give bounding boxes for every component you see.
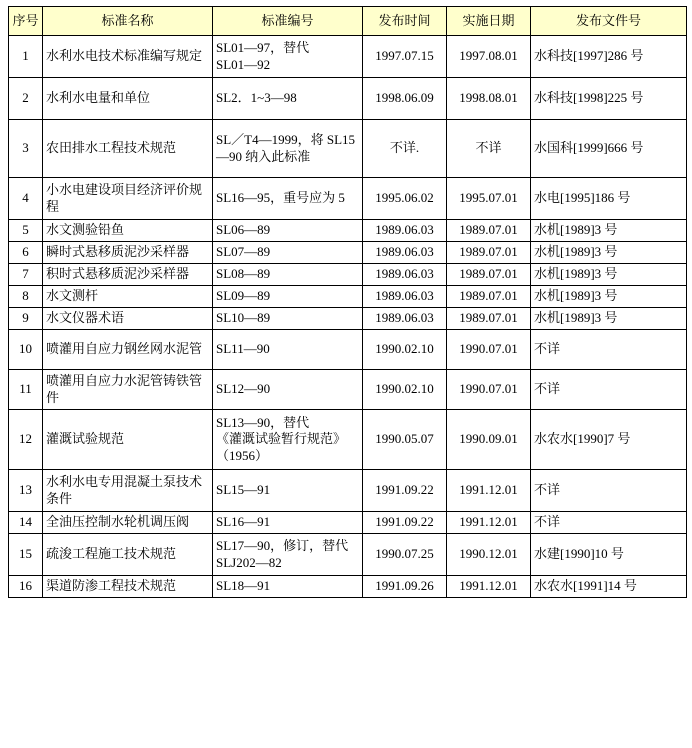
cell-code: SL08—89 — [213, 264, 363, 286]
cell-no: 14 — [9, 512, 43, 534]
column-header-name: 标准名称 — [43, 7, 213, 36]
table-row — [9, 308, 687, 330]
cell-issue-date: 1990.07.25 — [363, 534, 447, 576]
cell-doc-no: 水农水[1991]14 号 — [531, 576, 687, 598]
table-row — [9, 220, 687, 242]
cell-effect-date: 1990.07.01 — [447, 370, 531, 410]
column-header-code: 标准编号 — [213, 7, 363, 36]
cell-issue-date: 不详. — [363, 120, 447, 178]
cell-issue-date: 1990.05.07 — [363, 410, 447, 470]
cell-effect-date: 1989.07.01 — [447, 308, 531, 330]
table-row — [9, 36, 687, 78]
cell-name: 瞬时式悬移质泥沙采样器 — [43, 242, 213, 264]
table-row — [9, 534, 687, 576]
cell-name: 水文测验铅鱼 — [43, 220, 213, 242]
cell-code: SL16—95，重号应为 5 — [213, 178, 363, 220]
cell-no: 1 — [9, 36, 43, 78]
cell-effect-date: 1991.12.01 — [447, 470, 531, 512]
cell-code: SL2．1~3—98 — [213, 78, 363, 120]
cell-no: 15 — [9, 534, 43, 576]
table-body — [9, 36, 687, 598]
cell-name: 小水电建设项目经济评价规程 — [43, 178, 213, 220]
cell-issue-date: 1989.06.03 — [363, 308, 447, 330]
cell-doc-no: 不详 — [531, 470, 687, 512]
cell-doc-no: 水国科[1999]666 号 — [531, 120, 687, 178]
cell-no: 16 — [9, 576, 43, 598]
table-row — [9, 264, 687, 286]
table-row — [9, 576, 687, 598]
table-row — [9, 242, 687, 264]
cell-no: 2 — [9, 78, 43, 120]
cell-effect-date: 1989.07.01 — [447, 220, 531, 242]
cell-doc-no: 水机[1989]3 号 — [531, 242, 687, 264]
cell-name: 疏浚工程施工技术规范 — [43, 534, 213, 576]
cell-effect-date: 1991.12.01 — [447, 576, 531, 598]
cell-code: SL17—90，修订，替代 SLJ202—82 — [213, 534, 363, 576]
cell-no: 5 — [9, 220, 43, 242]
cell-name: 喷灌用自应力水泥管铸铁管件 — [43, 370, 213, 410]
cell-code: SL18—91 — [213, 576, 363, 598]
cell-doc-no: 水科技[1998]225 号 — [531, 78, 687, 120]
cell-name: 农田排水工程技术规范 — [43, 120, 213, 178]
cell-doc-no: 水电[1995]186 号 — [531, 178, 687, 220]
cell-code: SL12—90 — [213, 370, 363, 410]
cell-name: 喷灌用自应力钢丝网水泥管 — [43, 330, 213, 370]
cell-name: 水利水电技术标准编写规定 — [43, 36, 213, 78]
table-row — [9, 330, 687, 370]
cell-no: 12 — [9, 410, 43, 470]
cell-no: 7 — [9, 264, 43, 286]
cell-effect-date: 1997.08.01 — [447, 36, 531, 78]
cell-code: SL09—89 — [213, 286, 363, 308]
table-row — [9, 178, 687, 220]
cell-issue-date: 1989.06.03 — [363, 242, 447, 264]
cell-name: 水文测杆 — [43, 286, 213, 308]
table-row — [9, 470, 687, 512]
cell-no: 8 — [9, 286, 43, 308]
standards-table — [8, 6, 687, 598]
cell-doc-no: 水机[1989]3 号 — [531, 220, 687, 242]
cell-code: SL01—97，替代 SL01—92 — [213, 36, 363, 78]
column-header-doc-no: 发布文件号 — [531, 7, 687, 36]
cell-effect-date: 1995.07.01 — [447, 178, 531, 220]
cell-issue-date: 1989.06.03 — [363, 286, 447, 308]
column-header-no: 序号 — [9, 7, 43, 36]
cell-issue-date: 1990.02.10 — [363, 370, 447, 410]
cell-code: SL13—90，替代 《灌溉试验暂行规范》 （1956） — [213, 410, 363, 470]
cell-doc-no: 水机[1989]3 号 — [531, 286, 687, 308]
cell-doc-no: 水机[1989]3 号 — [531, 308, 687, 330]
column-header-issue-date: 发布时间 — [363, 7, 447, 36]
cell-code: SL15—91 — [213, 470, 363, 512]
cell-doc-no: 水建[1990]10 号 — [531, 534, 687, 576]
cell-effect-date: 1990.09.01 — [447, 410, 531, 470]
cell-doc-no: 不详 — [531, 330, 687, 370]
cell-doc-no: 不详 — [531, 370, 687, 410]
cell-effect-date: 不详 — [447, 120, 531, 178]
cell-name: 水利水电量和单位 — [43, 78, 213, 120]
cell-issue-date: 1991.09.22 — [363, 512, 447, 534]
cell-name: 全油压控制水轮机调压阀 — [43, 512, 213, 534]
cell-effect-date: 1998.08.01 — [447, 78, 531, 120]
cell-code: SL16—91 — [213, 512, 363, 534]
cell-code: SL11—90 — [213, 330, 363, 370]
cell-issue-date: 1995.06.02 — [363, 178, 447, 220]
cell-effect-date: 1989.07.01 — [447, 286, 531, 308]
cell-name: 渠道防渗工程技术规范 — [43, 576, 213, 598]
cell-code: SL／T4—1999，将 SL15—90 纳入此标准 — [213, 120, 363, 178]
cell-effect-date: 1989.07.01 — [447, 264, 531, 286]
cell-doc-no: 不详 — [531, 512, 687, 534]
cell-name: 积时式悬移质泥沙采样器 — [43, 264, 213, 286]
cell-name: 水文仪器术语 — [43, 308, 213, 330]
column-header-effect-date: 实施日期 — [447, 7, 531, 36]
cell-no: 3 — [9, 120, 43, 178]
cell-effect-date: 1989.07.01 — [447, 242, 531, 264]
cell-doc-no: 水机[1989]3 号 — [531, 264, 687, 286]
cell-code: SL06—89 — [213, 220, 363, 242]
cell-issue-date: 1989.06.03 — [363, 220, 447, 242]
cell-effect-date: 1991.12.01 — [447, 512, 531, 534]
table-header-row — [9, 7, 687, 36]
cell-no: 6 — [9, 242, 43, 264]
table-row — [9, 370, 687, 410]
cell-doc-no: 水农水[1990]7 号 — [531, 410, 687, 470]
table-row — [9, 512, 687, 534]
cell-issue-date: 1998.06.09 — [363, 78, 447, 120]
cell-name: 灌溉试验规范 — [43, 410, 213, 470]
cell-issue-date: 1991.09.26 — [363, 576, 447, 598]
cell-code: SL07—89 — [213, 242, 363, 264]
cell-name: 水利水电专用混凝土泵技术条件 — [43, 470, 213, 512]
table-row — [9, 120, 687, 178]
cell-issue-date: 1990.02.10 — [363, 330, 447, 370]
table-row — [9, 78, 687, 120]
cell-effect-date: 1990.07.01 — [447, 330, 531, 370]
cell-issue-date: 1989.06.03 — [363, 264, 447, 286]
cell-no: 9 — [9, 308, 43, 330]
cell-no: 13 — [9, 470, 43, 512]
cell-doc-no: 水科技[1997]286 号 — [531, 36, 687, 78]
cell-effect-date: 1990.12.01 — [447, 534, 531, 576]
cell-no: 11 — [9, 370, 43, 410]
cell-no: 10 — [9, 330, 43, 370]
cell-no: 4 — [9, 178, 43, 220]
table-row — [9, 410, 687, 470]
cell-issue-date: 1991.09.22 — [363, 470, 447, 512]
cell-code: SL10—89 — [213, 308, 363, 330]
cell-issue-date: 1997.07.15 — [363, 36, 447, 78]
table-row — [9, 286, 687, 308]
